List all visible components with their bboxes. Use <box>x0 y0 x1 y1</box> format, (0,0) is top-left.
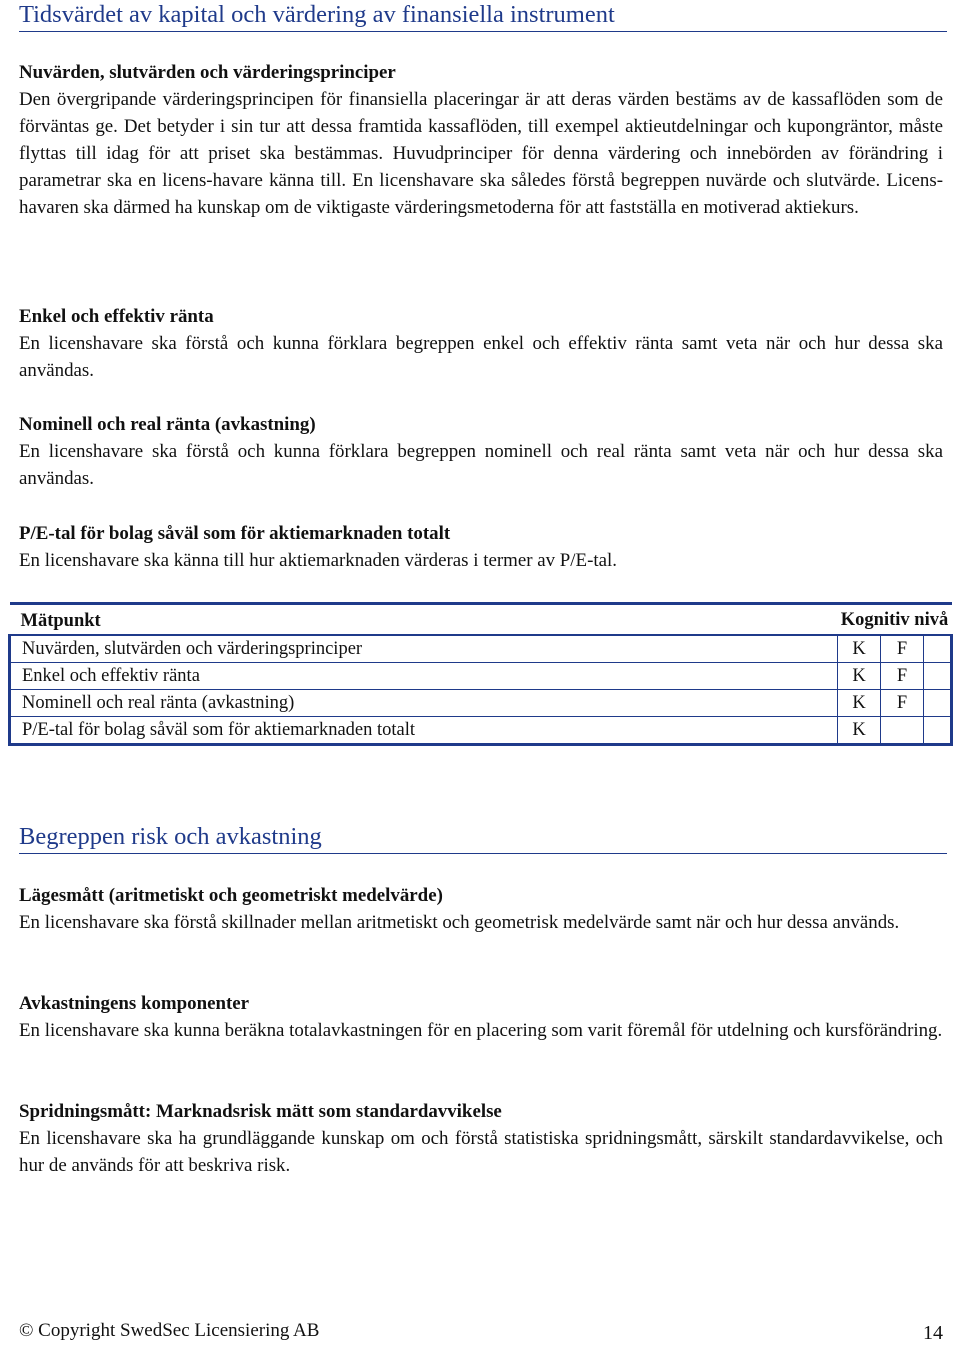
table-cell-label: Nuvärden, slutvärden och värderingsprinciper <box>10 635 838 663</box>
table-row <box>10 663 952 690</box>
table-cell-empty <box>924 717 952 745</box>
table-cell-k: K <box>838 663 881 690</box>
table-cell-label: Nominell och real ränta (avkastning) <box>10 690 838 717</box>
table-cell-k: K <box>838 717 881 745</box>
table-cell-label: Enkel och effektiv ränta <box>10 663 838 690</box>
block-lagesmatt <box>19 882 943 936</box>
copyright-text: © Copyright SwedSec Licensiering AB <box>19 1320 320 1341</box>
block-heading: Spridningsmått: Marknadsrisk mätt som standardavvikelse <box>19 1101 502 1122</box>
block-nominell-real-ranta <box>19 411 943 492</box>
table-cell-f <box>881 717 924 745</box>
table-cell-f: F <box>881 663 924 690</box>
block-text: En licenshavare ska förstå och kunna förklara begreppen enkel och effektiv ränta samt veta när och hur dessa ska användas. <box>19 333 943 381</box>
block-text: Den övergripande värderingsprincipen för finansiella placeringar är att deras värden bestäms av de kassaflöden som de förväntas ge. Det betyder i sin tur att dessa framtida kassaflöden, till exempel aktieutdelningar och kupongräntor, måste flyttas till idag för att priset ska bestämmas. Huvudprinciper för denna värdering och innebörden av förändring i parametrar ska en licens-havare känna till. En licenshavare ska således förstå begreppen nuvärde och slutvärde. Licens-havaren ska därmed ha kunskap om de viktigaste värderingsmetoderna för att fastställa en motiverad aktiekurs. <box>19 89 943 218</box>
page-number: 14 <box>923 1322 943 1344</box>
table-row <box>10 690 952 717</box>
table-row <box>10 717 952 745</box>
block-heading: Nominell och real ränta (avkastning) <box>19 414 316 435</box>
block-heading: Nuvärden, slutvärden och värderingsprinciper <box>19 62 396 83</box>
block-enkel-effektiv-ranta <box>19 303 943 384</box>
block-text: En licenshavare ska känna till hur aktiemarknaden värderas i termer av P/E-tal. <box>19 550 617 571</box>
block-heading: Lägesmått (aritmetiskt och geometriskt medelvärde) <box>19 885 443 906</box>
table-cell-empty <box>924 635 952 663</box>
block-spridningsmatt <box>19 1098 943 1179</box>
table-cell-k: K <box>838 635 881 663</box>
matpunkt-table <box>8 602 953 746</box>
table-header-matpunkt: Mätpunkt <box>10 604 838 636</box>
block-text: En licenshavare ska ha grundläggande kunskap om och förstå statistiska spridningsmått, särskilt standardavvikelse, och hur de används för att beskriva risk. <box>19 1128 943 1176</box>
table-cell-k: K <box>838 690 881 717</box>
table-cell-empty <box>924 663 952 690</box>
block-pe-tal <box>19 520 943 574</box>
table-cell-label: P/E-tal för bolag såväl som för aktiemarknaden totalt <box>10 717 838 745</box>
table-cell-f: F <box>881 690 924 717</box>
table-cell-empty <box>924 690 952 717</box>
block-avkastningens-komponenter <box>19 990 943 1044</box>
block-heading: P/E-tal för bolag såväl som för aktiemarknaden totalt <box>19 523 451 544</box>
table-cell-f: F <box>881 635 924 663</box>
table-row <box>10 635 952 663</box>
block-nuvarden <box>19 59 943 221</box>
block-text: En licenshavare ska kunna beräkna totalavkastningen för en placering som varit föremål för utdelning och kursförändring. <box>19 1020 943 1041</box>
section-title-risk-avkastning: Begreppen risk och avkastning <box>19 822 947 854</box>
section-title-tidsvardet: Tidsvärdet av kapital och värdering av finansiella instrument <box>19 0 947 32</box>
table-header-row <box>10 604 952 636</box>
block-heading: Enkel och effektiv ränta <box>19 306 214 327</box>
block-text: En licenshavare ska förstå och kunna förklara begreppen nominell och real ränta samt veta när och hur dessa ska användas. <box>19 441 943 489</box>
block-text: En licenshavare ska förstå skillnader mellan aritmetiskt och geometrisk medelvärde samt när och hur dessa används. <box>19 912 900 933</box>
table-header-kognitiv-niva: Kognitiv nivå <box>838 604 952 636</box>
block-heading: Avkastningens komponenter <box>19 993 250 1014</box>
